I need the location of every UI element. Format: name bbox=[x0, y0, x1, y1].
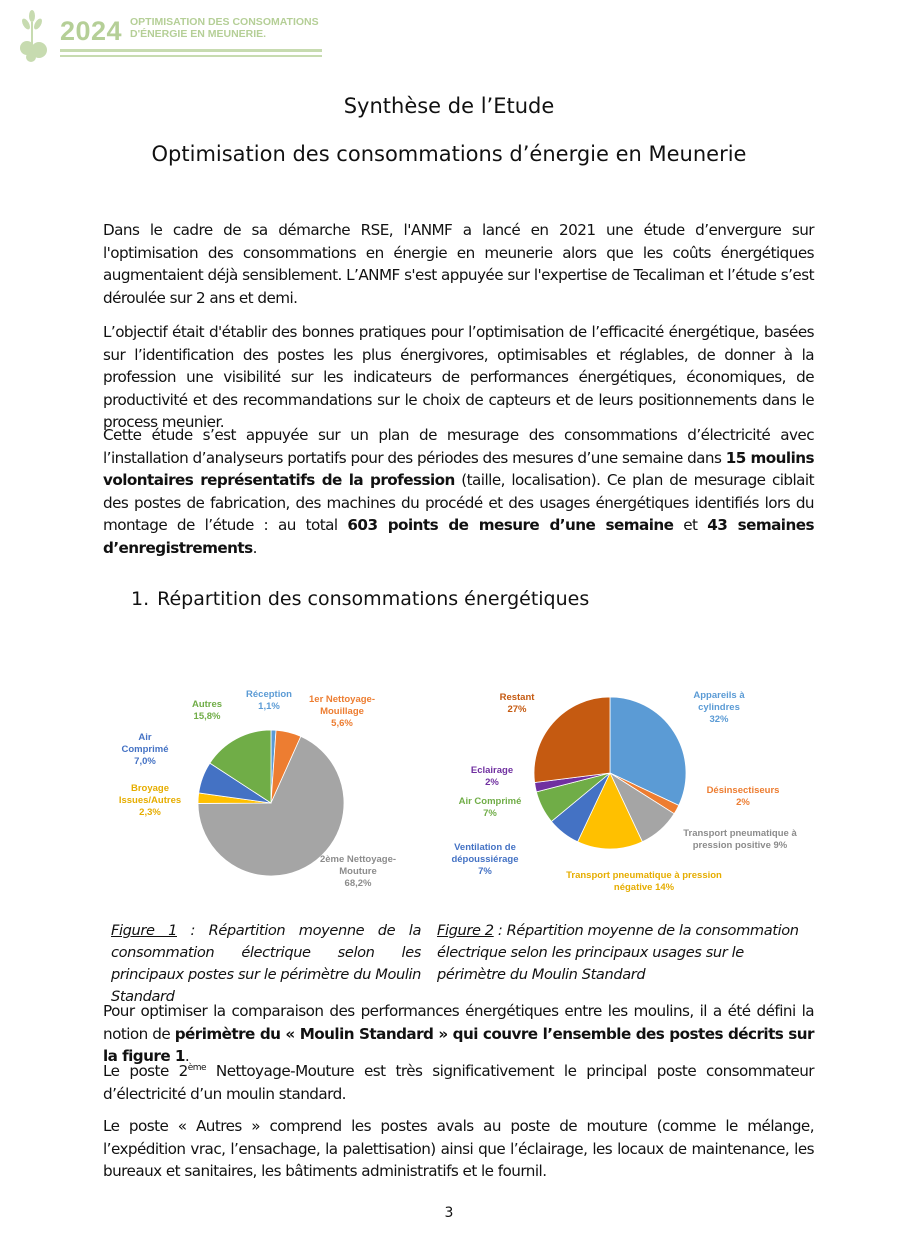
pie-slice-label: 2ème Nettoyage-Mouture 68,2% bbox=[319, 854, 397, 889]
figure-1-caption: Figure 1 : Répartition moyenne de la consommation électrique selon les principaux postes sur le périmètre du Moulin Standard bbox=[111, 922, 421, 1005]
pie-slice-label: 1er Nettoyage-Mouillage 5,6% bbox=[309, 694, 375, 729]
pie-slice-label: Appareils à cylindres 32% bbox=[693, 690, 745, 725]
pie-slice-label: Air Comprimé 7% bbox=[458, 796, 522, 819]
pie-chart-postes bbox=[105, 670, 435, 920]
document-subtitle: Optimisation des consommations d’énergie en Meunerie bbox=[151, 142, 747, 166]
page-number: 3 bbox=[444, 1205, 454, 1221]
header-rule bbox=[60, 49, 322, 52]
section-heading: 1. Répartition des consommations énergétiques bbox=[131, 588, 590, 610]
pie-slice-label: Réception 1,1% bbox=[246, 689, 292, 712]
document-header bbox=[18, 8, 322, 64]
pie-slice-label: Restant 27% bbox=[499, 692, 535, 715]
paragraph-moulin-standard: Pour optimiser la comparaison des performances énergétiques entre les moulins, il a été défini la notion de périmètre du « Moulin Standard » qui couvre l’ensemble des postes décrits sur la figure 1. bbox=[103, 1002, 814, 1065]
pie-slice bbox=[534, 697, 610, 783]
paragraph-objective: L’objectif était d'établir des bonnes pratiques pour l’optimisation de l’efficacité énergétique, basées sur l’identification des postes les plus énergivores, optimisables et réglables, de donner à la profession une visibilité sur les indicateurs de performances énergétiques, économiques, de productivité et des recommandations sur le choix de capteurs et de leurs positionnements dans le process meunier. bbox=[103, 323, 814, 431]
wheat-logo-icon bbox=[18, 8, 50, 62]
pie-slice-label: Autres 15,8% bbox=[191, 699, 223, 722]
paragraph-methodology: Cette étude s’est appuyée sur un plan de mesurage des consommations d’électricité avec l’installation d’analyseurs portatifs pour des périodes des mesures d’une semaine dans 15 moulins volontaires représentatifs de la profession (taille, localisation). Ce plan de mesurage ciblait des postes de fabrication, des machines du procédé et des usages énergétiques identifiés lors du montage de l’étude : au total 603 points de mesure d’une semaine et 43 semaines d’enregistrements. bbox=[103, 426, 815, 557]
document-title: Synthèse de l’Etude bbox=[343, 94, 555, 118]
header-title: OPTIMISATION DES CONSOMATIONS D'ÉNERGIE EN MEUNERIE. bbox=[130, 16, 319, 40]
header-year: 2024 bbox=[60, 16, 123, 46]
pie-chart-postes-svg bbox=[105, 670, 435, 920]
pie-slice-label: Transport pneumatique à pression négative 14% bbox=[566, 870, 722, 893]
pie-chart-usages-svg bbox=[435, 670, 815, 920]
pie-slice-label: Eclairage 2% bbox=[470, 765, 514, 788]
pie-slice-label: Ventilation de dépoussiérage 7% bbox=[451, 842, 519, 877]
pie-slice-label: Transport pneumatique à pression positive 9% bbox=[683, 828, 797, 851]
pie-slice-label: Broyage Issues/Autres 2,3% bbox=[118, 783, 182, 818]
pie-slice-label: Désinsectiseurs 2% bbox=[706, 785, 780, 808]
paragraph-main-post: Le poste 2ème Nettoyage-Mouture est très significativement le principal poste consommateur d’électricité d’un moulin standard. bbox=[103, 1062, 814, 1103]
header-rule bbox=[60, 55, 322, 57]
figure-2-caption: Figure 2 : Répartition moyenne de la consommation électrique selon les principaux usages sur le périmètre du Moulin Standard bbox=[437, 922, 799, 983]
pie-slice-label: Air Comprimé 7,0% bbox=[121, 732, 169, 767]
paragraph-intro: Dans le cadre de sa démarche RSE, l'ANMF a lancé en 2021 une étude d’envergure sur l'optimisation des consommations en énergie en meunerie alors que les coûts énergétiques augmentaient déjà sensiblement. L’ANMF s'est appuyée sur l'expertise de Tecaliman et l’étude s’est déroulée sur 2 ans et demi. bbox=[103, 221, 814, 307]
paragraph-autres: Le poste « Autres » comprend les postes avals au poste de mouture (comme le mélange, l’expédition vrac, l’ensachage, la palettisation) ainsi que l’éclairage, les locaux de maintenance, les bureaux et sanitaires, les bâtiments administratifs et le fournil. bbox=[103, 1117, 814, 1180]
pie-chart-usages bbox=[435, 670, 815, 920]
